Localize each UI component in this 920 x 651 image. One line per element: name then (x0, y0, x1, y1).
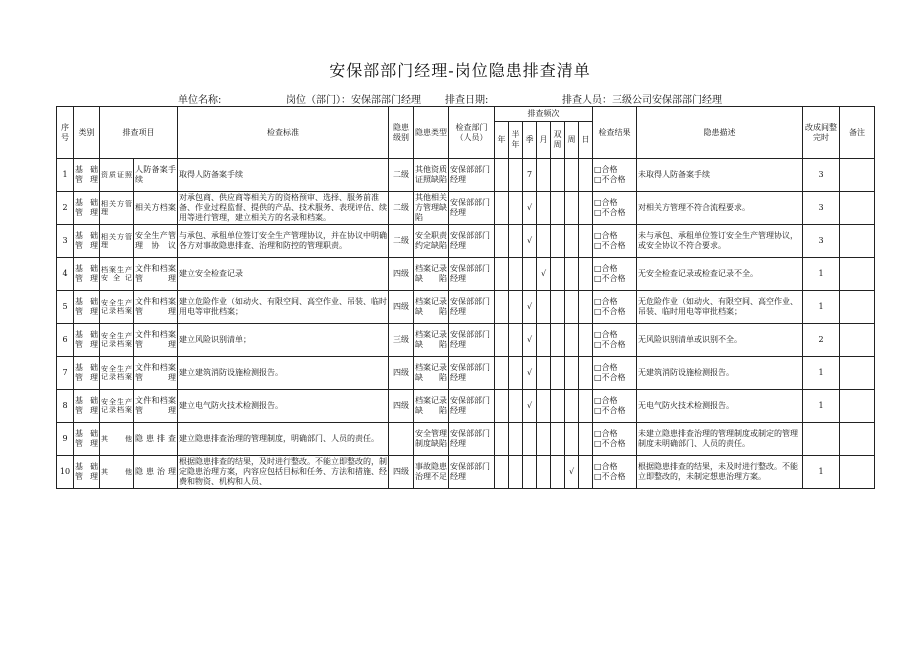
row-subitem: 文件和档案管理 (134, 324, 178, 357)
header-season: 季 (523, 122, 537, 159)
row-standard: 建立电气防火技术检测报告。 (178, 390, 389, 423)
row-remark (840, 291, 875, 324)
row-seq: 8 (57, 390, 74, 423)
row-description: 无建筑消防设施检测报告。 (637, 357, 803, 390)
row-remark (840, 390, 875, 423)
header-week: 周 (565, 122, 579, 159)
row-result[interactable] (593, 324, 637, 357)
row-remark (840, 456, 875, 489)
row-deadline: 3 (803, 159, 840, 192)
row-item: 其他 (100, 423, 134, 456)
header-type: 隐患类型 (414, 107, 449, 159)
table-row (57, 192, 875, 225)
row-type: 档案记录缺陷 (414, 258, 449, 291)
row-category: 基础管理 (74, 192, 100, 225)
row-category: 基础管理 (74, 456, 100, 489)
row-freq-year (495, 291, 509, 324)
row-deadline: 2 (803, 324, 840, 357)
row-subitem: 文件和档案管理 (134, 357, 178, 390)
row-freq-biweek (551, 357, 565, 390)
row-level (389, 423, 414, 456)
row-deadline: 3 (803, 225, 840, 258)
row-subitem: 文件和档案管理 (134, 258, 178, 291)
row-item: 安全生产记录档案 (100, 324, 134, 357)
row-freq-month (537, 291, 551, 324)
row-seq: 6 (57, 324, 74, 357)
row-freq-day (579, 324, 593, 357)
row-description: 无风险识别清单或识别不全。 (637, 324, 803, 357)
row-remark (840, 258, 875, 291)
row-freq-half (509, 159, 523, 192)
row-freq-month (537, 390, 551, 423)
row-freq-day (579, 357, 593, 390)
row-category: 基础管理 (74, 423, 100, 456)
row-freq-year (495, 357, 509, 390)
row-freq-half (509, 456, 523, 489)
checker-label: 排查人员：三级公司安保部部门经理 (562, 95, 722, 106)
row-item: 相关方管理 (100, 192, 134, 225)
row-freq-year (495, 324, 509, 357)
row-freq-year (495, 456, 509, 489)
row-freq-month (537, 357, 551, 390)
result-fail-checkbox[interactable]: □不合格 (594, 340, 626, 349)
row-item: 相关方管理 (100, 225, 134, 258)
row-item: 安全生产记录档案 (100, 291, 134, 324)
row-level: 四级 (389, 357, 414, 390)
row-dept: 安保部部门经理 (449, 423, 495, 456)
row-level: 四级 (389, 258, 414, 291)
row-category: 基础管理 (74, 291, 100, 324)
table-row (57, 291, 875, 324)
result-pass-checkbox[interactable]: □合格 (594, 231, 618, 240)
row-type: 其他资质证照缺陷 (414, 159, 449, 192)
row-level: 二级 (389, 192, 414, 225)
row-freq-season: √ (523, 390, 537, 423)
table-row (57, 390, 875, 423)
row-item: 安全生产记录档案 (100, 357, 134, 390)
row-type: 档案记录缺陷 (414, 324, 449, 357)
row-freq-season: √ (523, 225, 537, 258)
row-category: 基础管理 (74, 159, 100, 192)
row-result[interactable] (593, 390, 637, 423)
row-type: 档案记录缺陷 (414, 390, 449, 423)
row-freq-season (523, 258, 537, 291)
row-freq-month (537, 159, 551, 192)
table-row (57, 357, 875, 390)
row-type: 安全管理制度缺陷 (414, 423, 449, 456)
row-freq-year (495, 159, 509, 192)
row-item: 资质证照 (100, 159, 134, 192)
row-deadline: 1 (803, 390, 840, 423)
table-row (57, 423, 875, 456)
row-subitem: 安全生产管理协议 (134, 225, 178, 258)
row-freq-week (565, 258, 579, 291)
row-result[interactable] (593, 423, 637, 456)
row-dept: 安保部部门经理 (449, 390, 495, 423)
result-pass-checkbox[interactable]: □合格 (594, 363, 618, 372)
row-deadline: 1 (803, 357, 840, 390)
row-standard: 建立建筑消防设施检测报告。 (178, 357, 389, 390)
row-result[interactable] (593, 456, 637, 489)
row-description: 根据隐患排查的结果，未及时进行整改。不能立即整改的，未制定想患治理方案。 (637, 456, 803, 489)
row-dept: 安保部部门经理 (449, 357, 495, 390)
row-subitem: 隐患治理 (134, 456, 178, 489)
table-row (57, 159, 875, 192)
table-row (57, 324, 875, 357)
row-deadline: 1 (803, 291, 840, 324)
row-result[interactable] (593, 225, 637, 258)
header-frequency: 排查频次 (495, 107, 593, 122)
row-freq-biweek (551, 225, 565, 258)
row-level: 二级 (389, 225, 414, 258)
row-freq-day (579, 225, 593, 258)
result-fail-checkbox[interactable]: □不合格 (594, 208, 626, 217)
header-standard: 检查标准 (178, 107, 389, 159)
row-seq: 3 (57, 225, 74, 258)
header-year: 年 (495, 122, 509, 159)
result-fail-checkbox[interactable]: □不合格 (594, 406, 626, 415)
row-category: 基础管理 (74, 225, 100, 258)
row-dept: 安保部部门经理 (449, 324, 495, 357)
row-seq: 10 (57, 456, 74, 489)
row-type: 其他相关方管理缺陷 (414, 192, 449, 225)
row-seq: 4 (57, 258, 74, 291)
row-seq: 1 (57, 159, 74, 192)
result-fail-checkbox[interactable]: □不合格 (594, 373, 626, 382)
row-freq-season: 7 (523, 159, 537, 192)
row-item: 安全生产记录档案 (100, 390, 134, 423)
row-dept: 安保部部门经理 (449, 192, 495, 225)
row-result[interactable] (593, 159, 637, 192)
result-pass-checkbox[interactable]: □合格 (594, 297, 618, 306)
row-subitem: 隐患排查 (134, 423, 178, 456)
row-result[interactable] (593, 357, 637, 390)
result-pass-checkbox[interactable]: □合格 (594, 330, 618, 339)
row-freq-biweek (551, 423, 565, 456)
hazard-checklist-table (56, 106, 875, 489)
row-level: 四级 (389, 390, 414, 423)
row-deadline (803, 423, 840, 456)
row-freq-week (565, 390, 579, 423)
row-freq-season (523, 456, 537, 489)
row-freq-month (537, 225, 551, 258)
row-remark (840, 423, 875, 456)
row-freq-season: √ (523, 357, 537, 390)
header-result: 检查结果 (593, 107, 637, 159)
row-subitem: 文件和档案管理 (134, 291, 178, 324)
row-freq-year (495, 192, 509, 225)
row-result[interactable] (593, 192, 637, 225)
row-freq-week (565, 225, 579, 258)
result-fail-checkbox[interactable]: □不合格 (594, 241, 626, 250)
row-freq-half (509, 324, 523, 357)
row-remark (840, 225, 875, 258)
row-freq-week (565, 291, 579, 324)
row-freq-year (495, 225, 509, 258)
row-description: 未与承包、承租单位签订安全生产管理协议，或安全协议不符合要求。 (637, 225, 803, 258)
row-freq-biweek (551, 324, 565, 357)
header-deadline: 改成间整完时 (803, 107, 840, 159)
row-item: 其他 (100, 456, 134, 489)
row-standard: 建立安全检查记录 (178, 258, 389, 291)
row-seq: 2 (57, 192, 74, 225)
row-type: 档案记录缺陷 (414, 357, 449, 390)
info-bar (60, 91, 860, 105)
row-remark (840, 159, 875, 192)
row-description: 对相关方管理不符合流程要求。 (637, 192, 803, 225)
row-description: 未建立隐患排查治理的管理制度或制定的管理制度未明确部门、人员的责任。 (637, 423, 803, 456)
row-standard: 与承包、承租单位签订安全生产管理协议，并在协议中明确各方对事故隐患排查、治理和防控的管理职责。 (178, 225, 389, 258)
row-freq-season: √ (523, 192, 537, 225)
row-remark (840, 324, 875, 357)
header-description: 隐患描述 (637, 107, 803, 159)
header-half-year: 半年 (509, 122, 523, 159)
row-description: 无安全检查记录或检查记录不全。 (637, 258, 803, 291)
row-freq-biweek (551, 258, 565, 291)
row-freq-biweek (551, 159, 565, 192)
row-freq-biweek (551, 291, 565, 324)
row-freq-day (579, 423, 593, 456)
row-freq-half (509, 357, 523, 390)
row-description: 无危险作业（如动火、有限空间、高空作业、吊装、临时用电等审批档案； (637, 291, 803, 324)
row-freq-half (509, 258, 523, 291)
row-freq-year (495, 258, 509, 291)
row-remark (840, 357, 875, 390)
row-subitem: 相关方档案 (134, 192, 178, 225)
row-standard: 根据隐患排查的结果，及时进行整改。不能立即整改的，制定隐患治理方案，内容应包括目标和任务、方法和措施、经费和物资、机构和人员、 (178, 456, 389, 489)
header-remark: 备注 (840, 107, 875, 159)
row-freq-half (509, 423, 523, 456)
row-freq-year (495, 390, 509, 423)
row-seq: 7 (57, 357, 74, 390)
row-freq-month (537, 456, 551, 489)
row-deadline: 1 (803, 258, 840, 291)
row-level: 四级 (389, 456, 414, 489)
header-biweek: 双周 (551, 122, 565, 159)
header-seq: 序号 (57, 107, 74, 159)
result-fail-checkbox[interactable]: □不合格 (594, 472, 626, 481)
header-day: 日 (579, 122, 593, 159)
row-dept: 安保部部门经理 (449, 159, 495, 192)
result-pass-checkbox[interactable]: □合格 (594, 429, 618, 438)
row-type: 安全职责约定缺陷 (414, 225, 449, 258)
row-freq-year (495, 423, 509, 456)
row-deadline: 1 (803, 456, 840, 489)
row-deadline: 3 (803, 192, 840, 225)
result-pass-checkbox[interactable]: □合格 (594, 198, 618, 207)
row-dept: 安保部部门经理 (449, 291, 495, 324)
row-freq-day (579, 159, 593, 192)
row-dept: 安保部部门经理 (449, 456, 495, 489)
table-row (57, 456, 875, 489)
check-date-label: 排查日期: (445, 95, 489, 106)
result-fail-checkbox[interactable]: □不合格 (594, 274, 626, 283)
row-freq-biweek (551, 456, 565, 489)
row-freq-season: √ (523, 324, 537, 357)
row-freq-half (509, 291, 523, 324)
row-category: 基础管理 (74, 357, 100, 390)
result-pass-checkbox[interactable]: □合格 (594, 165, 618, 174)
row-standard: 建立隐患排查治理的管理制度，明确部门、人员的责任。 (178, 423, 389, 456)
header-category: 类别 (74, 107, 100, 159)
row-seq: 5 (57, 291, 74, 324)
row-freq-week (565, 192, 579, 225)
row-freq-day (579, 456, 593, 489)
row-freq-half (509, 390, 523, 423)
row-freq-season: √ (523, 291, 537, 324)
header-dept: 检查部门（人员） (449, 107, 495, 159)
row-freq-week (565, 357, 579, 390)
row-freq-half (509, 192, 523, 225)
row-level: 四级 (389, 291, 414, 324)
row-freq-biweek (551, 390, 565, 423)
row-item: 档案生产安全记 (100, 258, 134, 291)
page-title: 安保部部门经理-岗位隐患排查清单 (329, 61, 591, 80)
row-type: 事故隐患治理不足 (414, 456, 449, 489)
row-standard: 建立危险作业（如动火、有限空间、高空作业、吊装、临时用电等审批档案； (178, 291, 389, 324)
row-category: 基础管理 (74, 258, 100, 291)
row-freq-week (565, 159, 579, 192)
row-freq-week (565, 423, 579, 456)
result-pass-checkbox[interactable]: □合格 (594, 264, 618, 273)
header-item: 排查项目 (100, 107, 178, 159)
row-subitem: 文件和档案管理 (134, 390, 178, 423)
row-freq-week (565, 324, 579, 357)
row-freq-month (537, 324, 551, 357)
row-freq-biweek (551, 192, 565, 225)
row-freq-month (537, 423, 551, 456)
unit-name-label: 单位名称: (178, 95, 222, 106)
row-freq-half (509, 225, 523, 258)
header-level: 隐患级别 (389, 107, 414, 159)
row-type: 档案记录缺陷 (414, 291, 449, 324)
row-freq-month (537, 192, 551, 225)
result-pass-checkbox[interactable]: □合格 (594, 396, 618, 405)
row-freq-month: √ (537, 258, 551, 291)
row-result[interactable] (593, 258, 637, 291)
result-fail-checkbox[interactable]: □不合格 (594, 175, 626, 184)
table-row (57, 258, 875, 291)
row-result[interactable] (593, 291, 637, 324)
row-dept: 安保部部门经理 (449, 258, 495, 291)
result-fail-checkbox[interactable]: □不合格 (594, 439, 626, 448)
row-freq-day (579, 390, 593, 423)
row-level: 二级 (389, 159, 414, 192)
result-pass-checkbox[interactable]: □合格 (594, 462, 618, 471)
row-dept: 安保部部门经理 (449, 225, 495, 258)
row-freq-day (579, 192, 593, 225)
row-subitem: 人防备案手续 (134, 159, 178, 192)
row-freq-day (579, 258, 593, 291)
row-standard: 取得人防备案手续 (178, 159, 389, 192)
row-category: 基础管理 (74, 390, 100, 423)
row-remark (840, 192, 875, 225)
row-freq-season (523, 423, 537, 456)
row-description: 无电气防火技术检测报告。 (637, 390, 803, 423)
row-category: 基础管理 (74, 324, 100, 357)
row-standard: 建立风险识别清单； (178, 324, 389, 357)
result-fail-checkbox[interactable]: □不合格 (594, 307, 626, 316)
row-freq-week: √ (565, 456, 579, 489)
header-month: 月 (537, 122, 551, 159)
row-description: 未取得人防备案手续 (637, 159, 803, 192)
row-freq-day (579, 291, 593, 324)
row-seq: 9 (57, 423, 74, 456)
row-level: 三级 (389, 324, 414, 357)
row-standard: 对承包商、供应商等相关方的资格预审、选择、服务前准备、作业过程监督、提供的产品、技术服务、表现评估、续用等进行管理，建立相关方的名录和档案。 (178, 192, 389, 225)
table-row (57, 225, 875, 258)
position-label: 岗位（部门）：安保部部门经理 (286, 95, 421, 106)
